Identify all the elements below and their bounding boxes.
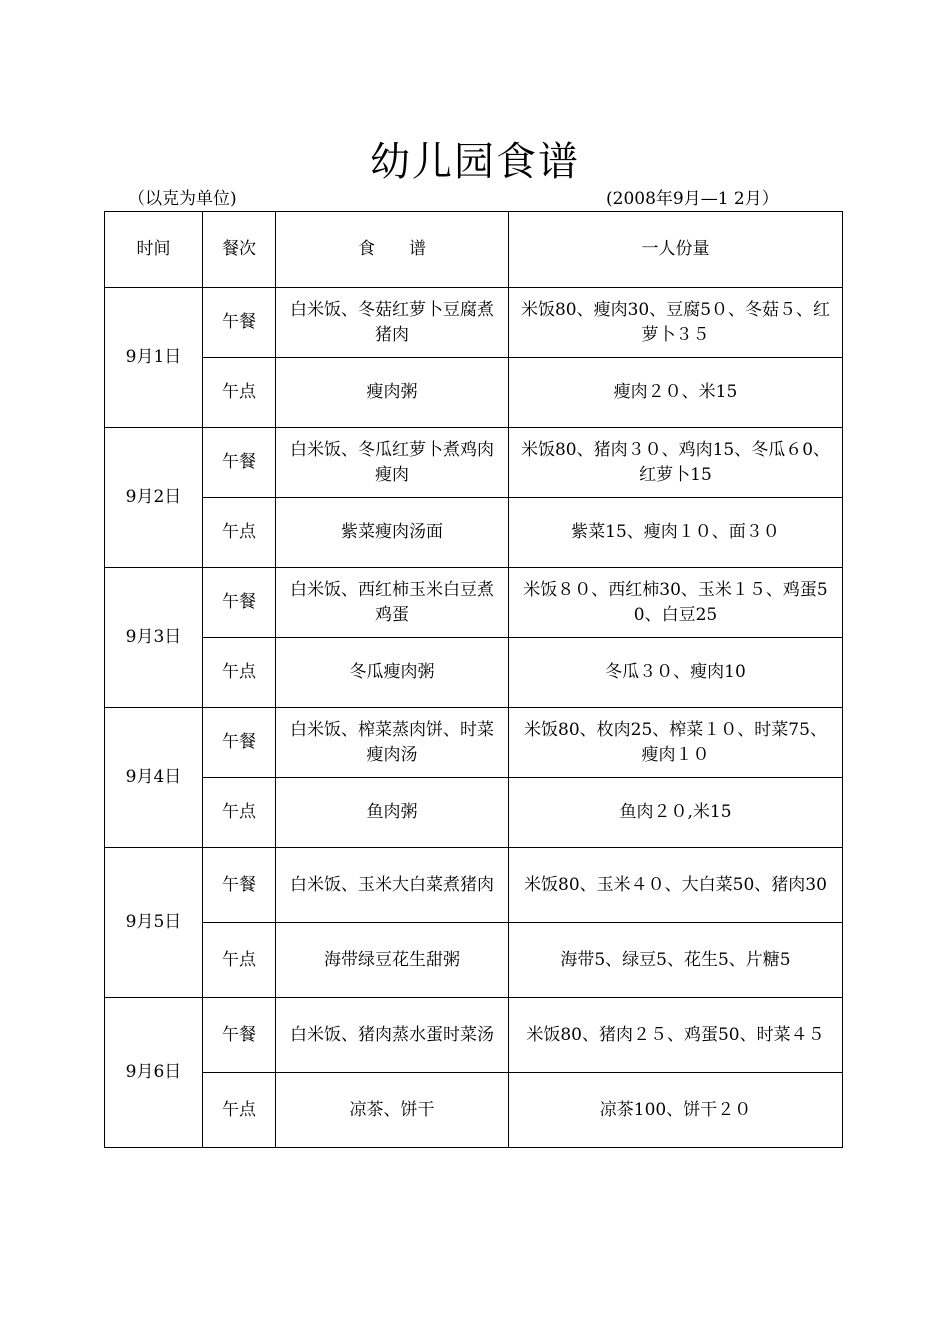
meal-cell: 午点 xyxy=(203,1073,276,1148)
meal-cell: 午餐 xyxy=(203,998,276,1073)
quantity-cell: 米饭80、猪肉３０、鸡肉15、冬瓜６0、红萝卜15 xyxy=(509,428,843,498)
quantity-cell: 海带5、绿豆5、花生5、片糖5 xyxy=(509,923,843,998)
table-row xyxy=(105,428,843,498)
dish-cell: 白米饭、冬瓜红萝卜煮鸡肉瘦肉 xyxy=(276,428,509,498)
table-row xyxy=(105,358,843,428)
header-time: 时间 xyxy=(105,212,203,288)
unit-note: （以克为单位) xyxy=(128,189,237,209)
table-row xyxy=(105,998,843,1073)
dish-cell: 紫菜瘦肉汤面 xyxy=(276,498,509,568)
meal-cell: 午点 xyxy=(203,778,276,848)
meal-cell: 午点 xyxy=(203,638,276,708)
dish-cell: 白米饭、玉米大白菜煮猪肉 xyxy=(276,848,509,923)
dish-cell: 白米饭、西红柿玉米白豆煮鸡蛋 xyxy=(276,568,509,638)
meal-cell: 午点 xyxy=(203,498,276,568)
period-note: (2008年9月—1 2月） xyxy=(606,189,779,209)
meal-cell: 午餐 xyxy=(203,848,276,923)
quantity-cell: 米饭８０、西红柿30、玉米１５、鸡蛋50、白豆25 xyxy=(509,568,843,638)
dish-cell: 鱼肉粥 xyxy=(276,778,509,848)
header-meal: 餐次 xyxy=(203,212,276,288)
quantity-cell: 瘦肉２０、米15 xyxy=(509,358,843,428)
table-row xyxy=(105,708,843,778)
dish-cell: 白米饭、冬菇红萝卜豆腐煮猪肉 xyxy=(276,288,509,358)
meal-cell: 午点 xyxy=(203,923,276,998)
quantity-cell: 米饭80、玉米４０、大白菜50、猪肉30 xyxy=(509,848,843,923)
quantity-cell: 米饭80、瘦肉30、豆腐5０、冬菇５、红萝卜３５ xyxy=(509,288,843,358)
table-row xyxy=(105,498,843,568)
quantity-cell: 凉茶100、饼干２０ xyxy=(509,1073,843,1148)
header-dish: 食 谱 xyxy=(276,212,509,288)
quantity-cell: 冬瓜３０、瘦肉10 xyxy=(509,638,843,708)
date-cell: 9月2日 xyxy=(105,428,203,568)
dish-cell: 白米饭、猪肉蒸水蛋时菜汤 xyxy=(276,998,509,1073)
date-cell: 9月6日 xyxy=(105,998,203,1148)
meal-cell: 午点 xyxy=(203,358,276,428)
dish-cell: 海带绿豆花生甜粥 xyxy=(276,923,509,998)
date-cell: 9月5日 xyxy=(105,848,203,998)
header-row xyxy=(105,212,843,288)
date-cell: 9月1日 xyxy=(105,288,203,428)
table-row xyxy=(105,923,843,998)
date-cell: 9月4日 xyxy=(105,708,203,848)
quantity-cell: 鱼肉２０,米15 xyxy=(509,778,843,848)
header-quantity: 一人份量 xyxy=(509,212,843,288)
quantity-cell: 紫菜15、瘦肉１０、面３０ xyxy=(509,498,843,568)
meal-cell: 午餐 xyxy=(203,568,276,638)
table-row xyxy=(105,778,843,848)
meal-cell: 午餐 xyxy=(203,708,276,778)
table-row xyxy=(105,568,843,638)
table-row xyxy=(105,638,843,708)
dish-cell: 冬瓜瘦肉粥 xyxy=(276,638,509,708)
meal-cell: 午餐 xyxy=(203,288,276,358)
table-row xyxy=(105,1073,843,1148)
quantity-cell: 米饭80、猪肉２５、鸡蛋50、时菜４５ xyxy=(509,998,843,1073)
quantity-cell: 米饭80、枚肉25、榨菜１０、时菜75、瘦肉１０ xyxy=(509,708,843,778)
page-title: 幼儿园食谱 xyxy=(370,139,580,185)
menu-table xyxy=(104,211,843,1148)
dish-cell: 白米饭、榨菜蒸肉饼、时菜瘦肉汤 xyxy=(276,708,509,778)
table-row xyxy=(105,848,843,923)
table-row xyxy=(105,288,843,358)
meal-cell: 午餐 xyxy=(203,428,276,498)
date-cell: 9月3日 xyxy=(105,568,203,708)
dish-cell: 瘦肉粥 xyxy=(276,358,509,428)
dish-cell: 凉茶、饼干 xyxy=(276,1073,509,1148)
